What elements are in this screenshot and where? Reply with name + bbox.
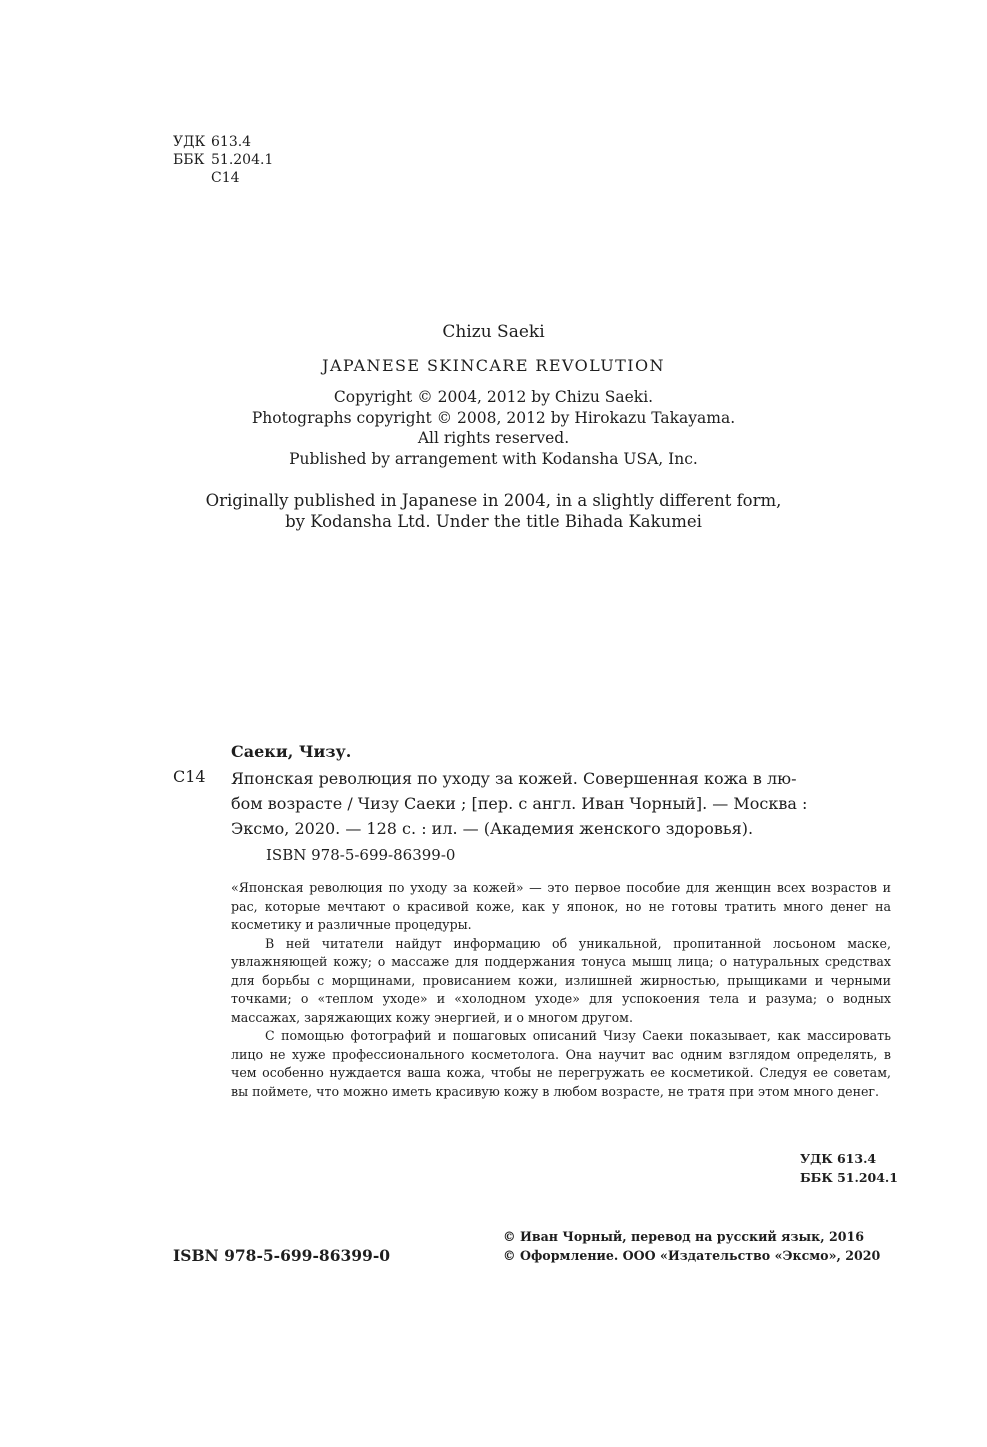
bibliography-author: Саеки, Чизу.	[231, 742, 352, 761]
bibliography-line: Японская революция по уходу за кожей. Совершенная кожа в лю-	[231, 769, 797, 788]
annotation-paragraph: В ней читатели найдут информацию об уникальной, пропитанной лосьоном маске, увлажняющей кожу; о массаже для поддержания тонуса мышц лица; о натуральных средствах для борьбы с морщинами, провисанием кожи, излишней жирностью, прыщиками и черными точками; о «теплом уходе» и «холодном уходе» для успокоения тела и разума; о водных массажах, заряжающих кожу энергией, и о многом другом.	[231, 935, 891, 1025]
copyright-line: Published by arrangement with Kodansha USA, Inc.	[289, 449, 698, 468]
footer-udc: УДК 613.4	[800, 1151, 877, 1166]
bbk-value: 51.204.1	[211, 152, 274, 168]
original-line: by Kodansha Ltd. Under the title Bihada Kakumei	[285, 512, 702, 531]
bibliography-line: Эксмо, 2020. — 128 с. : ил. — (Академия женского здоровья).	[231, 819, 754, 838]
copyright-block	[0, 387, 987, 469]
annotation-paragraph: «Японская революция по уходу за кожей» — это первое пособие для женщин всех возрастов и рас, которые мечтают о красивой коже, как у японок, но не готовы тратить много денег на косметику и различные процедуры.	[231, 880, 891, 932]
annotation	[231, 879, 891, 1101]
bibliography-description	[231, 766, 891, 841]
bibliography-line: бом возрасте / Чизу Саеки ; [пер. с англ. Иван Чорный]. — Москва :	[231, 794, 808, 813]
footer-classification	[800, 1150, 898, 1187]
copyright-line: All rights reserved.	[417, 429, 570, 447]
bbk-label: ББК	[173, 152, 205, 168]
bibliography-code: С14	[173, 767, 206, 786]
author-mark: С14	[211, 170, 240, 186]
copyright-line: Photographs copyright © 2008, 2012 by Hirokazu Takayama.	[251, 408, 736, 427]
original-line: Originally published in Japanese in 2004, in a slightly different form,	[205, 491, 782, 510]
classification-block	[173, 133, 273, 187]
annotation-paragraph: С помощью фотографий и пошаговых описаний Чизу Саеки показывает, как массировать лицо не хуже профессионального косметолога. Она научит вас одним взглядом определять, в чем особенно нуждается ваша кожа, чтобы не перегружать ее косметикой. Следуя ее советам, вы поймете, что можно иметь красивую кожу в любом возрасте, не тратя при этом много денег.	[231, 1028, 891, 1099]
author-mark-row	[173, 169, 273, 187]
udc-row	[173, 133, 273, 151]
original-publication-block	[0, 490, 987, 532]
udc-label: УДК	[173, 134, 206, 150]
copyright-line: Copyright © 2004, 2012 by Chizu Saeki.	[333, 388, 654, 406]
rights-line: © Оформление. ООО «Издательство «Эксмо», 2020	[503, 1247, 881, 1263]
english-title: JAPANESE SKINCARE REVOLUTION	[322, 356, 665, 375]
footer-bbk: ББК 51.204.1	[800, 1169, 898, 1185]
bibliography-isbn: ISBN 978-5-699-86399-0	[266, 846, 456, 864]
udc-value: 613.4	[211, 134, 252, 150]
bbk-row	[173, 151, 273, 169]
english-author: Chizu Saeki	[442, 322, 545, 342]
rights-block	[503, 1228, 880, 1265]
footer-isbn: ISBN 978-5-699-86399-0	[173, 1246, 391, 1265]
rights-line: © Иван Чорный, перевод на русский язык, 2016	[503, 1229, 865, 1244]
